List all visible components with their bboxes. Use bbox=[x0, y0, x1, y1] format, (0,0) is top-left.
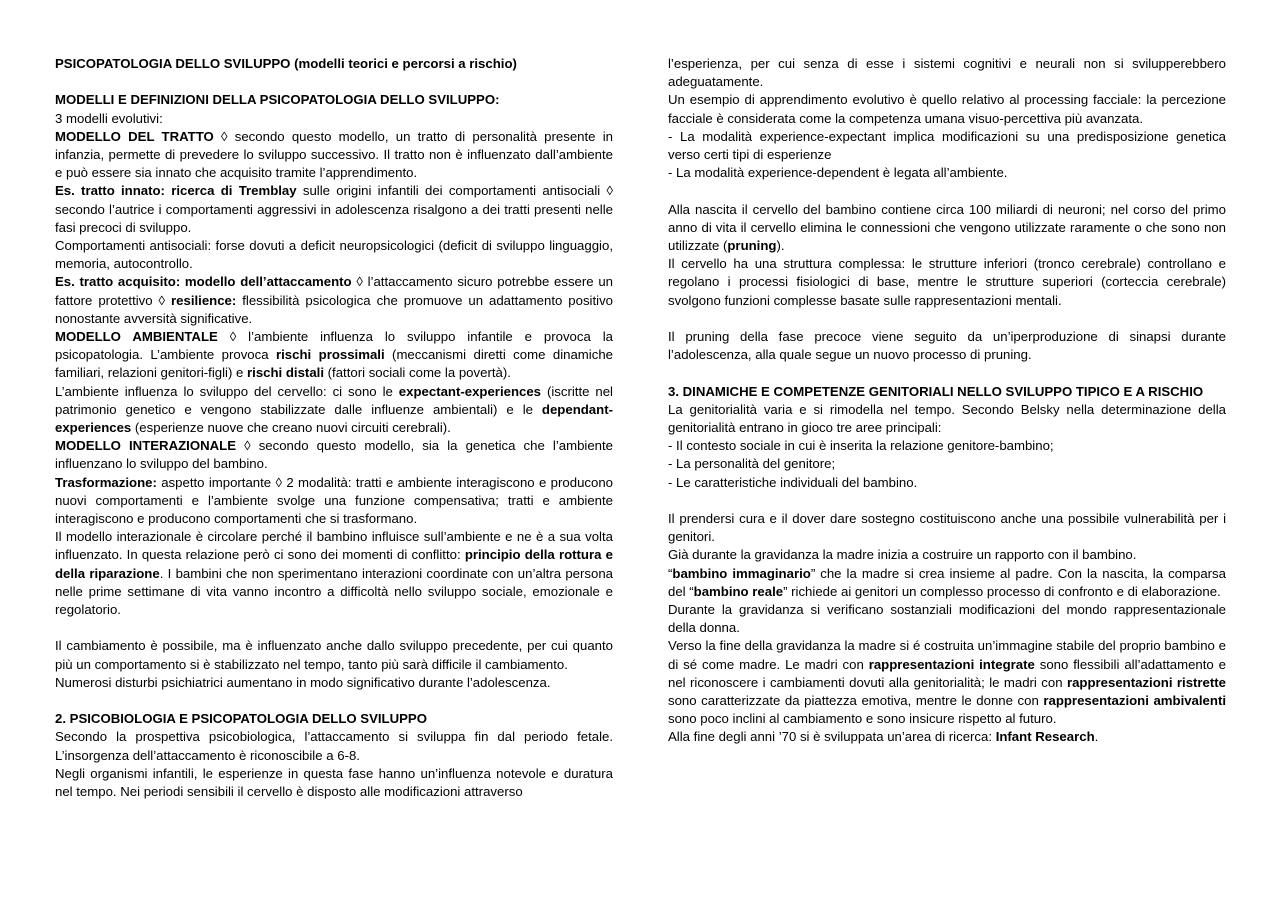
list-item: - La modalità experience-dependent è legata all’ambiente. bbox=[668, 165, 1008, 181]
paragraph-modello-interazionale: MODELLO INTERAZIONALE ◊ secondo questo modello, sia la genetica che l’ambiente influenzano lo sviluppo del bambino. bbox=[55, 438, 613, 472]
paragraph-cervello: L’ambiente influenza lo sviluppo del cervello: ci sono le expectant-experiences (iscritte nel patrimonio genetico e vengono stabilizzate dalle influenze ambientali) e le dependant-experiences (esperienze nuove che creano nuovi circuiti cerebrali). bbox=[55, 383, 613, 436]
paragraph: Già durante la gravidanza la madre inizia a costruire un rapporto con il bambino. bbox=[668, 547, 1137, 563]
paragraph-tratto-innato: Es. tratto innato: ricerca di Tremblay sulle origini infantili dei comportamenti antisociali ◊ secondo l’autrice i comportamenti aggressivi in adolescenza risalgono a dei tratti presenti nelle fasi precoci di sviluppo. bbox=[55, 183, 613, 235]
paragraph-bambino-immaginario: “bambino immaginario” che la madre si crea insieme al padre. Con la nascita, la comparsa del “bambino reale” richiede ai genitori un complesso processo di confronto e di elaborazione. bbox=[668, 565, 1226, 599]
paragraph-infant-research: Alla fine degli anni ’70 si è sviluppata un’area di ricerca: Infant Research. bbox=[668, 729, 1099, 745]
paragraph-modello-tratto: MODELLO DEL TRATTO ◊ secondo questo modello, un tratto di personalità presente in infanzia, permette di prevedere lo sviluppo successivo. Il tratto non è influenzato dall’ambiente e può essere sia innato che acquisito tramite l’apprendimento. bbox=[55, 128, 613, 181]
section-heading-2: 2. PSICOBIOLOGIA E PSICOPATOLOGIA DELLO SVILUPPO bbox=[55, 711, 427, 727]
left-column bbox=[55, 55, 613, 801]
paragraph: l’esperienza, per cui senza di esse i sistemi cognitivi e neurali non si svilupperebbero adeguatamente. bbox=[668, 56, 1226, 90]
paragraph: Negli organismi infantili, le esperienze in questa fase hanno un’influenza notevole e duratura nel tempo. Nei periodi sensibili il cervello è disposto alle modificazioni attraverso bbox=[55, 765, 613, 800]
paragraph: La genitorialità varia e si rimodella nel tempo. Secondo Belsky nella determinazione della genitorialità entrano in gioco tre aree principali: bbox=[668, 401, 1226, 436]
paragraph-rappresentazioni: Verso la fine della gravidanza la madre si é costruita un’immagine stabile del proprio bambino e di sé come madre. Le madri con rappresentazioni integrate sono flessibili all’adattamento e nel riconoscere i cambiamenti dovuti alla genitorialità; le madri con rappresentazioni ristrette sono caratterizzate da piattezza emotiva, mentre le donne con rappresentazioni ambivalenti sono poco inclini al cambiamento e sono insicure rispetto al futuro. bbox=[668, 638, 1227, 727]
paragraph: Un esempio di apprendimento evolutivo è quello relativo al processing facciale: la percezione facciale è considerata come la competenza umana visuo-percettiva più avanzata. bbox=[668, 92, 1226, 126]
paragraph: Durante la gravidanza si verificano sostanziali modificazioni del mondo rappresentazionale della donna. bbox=[668, 602, 1226, 636]
paragraph-nascita: Alla nascita il cervello del bambino contiene circa 100 miliardi di neuroni; nel corso del primo anno di vita il cervello elimina le connessioni che vengono utilizzate raramente o che sono non utilizzate (pruning). bbox=[668, 201, 1226, 254]
paragraph: Il cambiamento è possibile, ma è influenzato anche dallo sviluppo precedente, per cui quanto più un comportamento si è stabilizzato nel tempo, tanto più sarà difficile il cambiamento. bbox=[55, 638, 613, 672]
paragraph: 3 modelli evolutivi: bbox=[55, 110, 163, 126]
right-column bbox=[668, 55, 1226, 747]
paragraph-modello-ambientale: MODELLO AMBIENTALE ◊ l’ambiente influenza lo sviluppo infantile e provoca la psicopatologia. L’ambiente provoca rischi prossimali (meccanismi diretti come dinamiche familiari, relazioni genitori-figli) e rischi distali (fattori sociali come la povertà). bbox=[55, 329, 613, 381]
list-item: - Le caratteristiche individuali del bambino. bbox=[668, 474, 918, 490]
list-item: - La modalità experience-expectant implica modificazioni su una predisposizione genetica verso certi tipi di esperienze bbox=[668, 128, 1226, 163]
paragraph: Secondo la prospettiva psicobiologica, l’attaccamento si sviluppa fin dal periodo fetale. L’insorgenza dell’attaccamento è riconoscibile a 6-8. bbox=[55, 729, 613, 763]
paragraph-trasformazione: Trasformazione: aspetto importante ◊ 2 modalità: tratti e ambiente interagiscono e producono nuovi comportamenti e l’ambiente svolge una funzione compensativa; tratti e ambiente interagiscono e producono comportamenti che si trasformano. bbox=[55, 474, 613, 527]
list-item: - La personalità del genitore; bbox=[668, 456, 836, 472]
paragraph-circolare: Il modello interazionale è circolare perché il bambino influisce sull’ambiente e ne è a sua volta influenzato. In questa relazione però ci sono dei momenti di conflitto: principio della rottura e della riparazione. I bambini che non sperimentano interazioni coordinate con un’altra persona nelle prime settimane di vita vanno incontro a difficoltà nello sviluppo sociale, emozionale e regolatorio. bbox=[55, 529, 613, 618]
paragraph: Il prendersi cura e il dover dare sostegno costituiscono anche una possibile vulnerabilità per i genitori. bbox=[668, 511, 1226, 545]
paragraph: Comportamenti antisociali: forse dovuti a deficit neuropsicologici (deficit di sviluppo linguaggio, memoria, autocontrollo. bbox=[55, 238, 613, 272]
paragraph: Il pruning della fase precoce viene seguito da un’iperproduzione di sinapsi durante l’adolescenza, alla quale segue un nuovo processo di pruning. bbox=[668, 329, 1226, 363]
list-item: - Il contesto sociale in cui è inserita la relazione genitore-bambino; bbox=[668, 438, 1054, 454]
paragraph-tratto-acquisito: Es. tratto acquisito: modello dell’attaccamento ◊ l’attaccamento sicuro potrebbe essere un fattore protettivo ◊ resilience: flessibilità psicologica che promuove un adattamento positivo nonostante avversità significative. bbox=[55, 274, 613, 326]
paragraph: Il cervello ha una struttura complessa: le strutture inferiori (tronco cerebrale) controllano e regolano i processi fisiologici di base, mentre le strutture superiori (corteccia cerebrale) svolgono funzioni complesse basate sulle rappresentazioni mentali. bbox=[668, 256, 1226, 308]
paragraph: Numerosi disturbi psichiatrici aumentano in modo significativo durante l’adolescenza. bbox=[55, 674, 551, 690]
section-heading-1: MODELLI E DEFINIZIONI DELLA PSICOPATOLOGIA DELLO SVILUPPO: bbox=[55, 92, 500, 108]
section-heading-3: 3. DINAMICHE E COMPETENZE GENITORIALI NELLO SVILUPPO TIPICO E A RISCHIO bbox=[668, 383, 1204, 399]
document-title: PSICOPATOLOGIA DELLO SVILUPPO (modelli teorici e percorsi a rischio) bbox=[55, 56, 517, 71]
